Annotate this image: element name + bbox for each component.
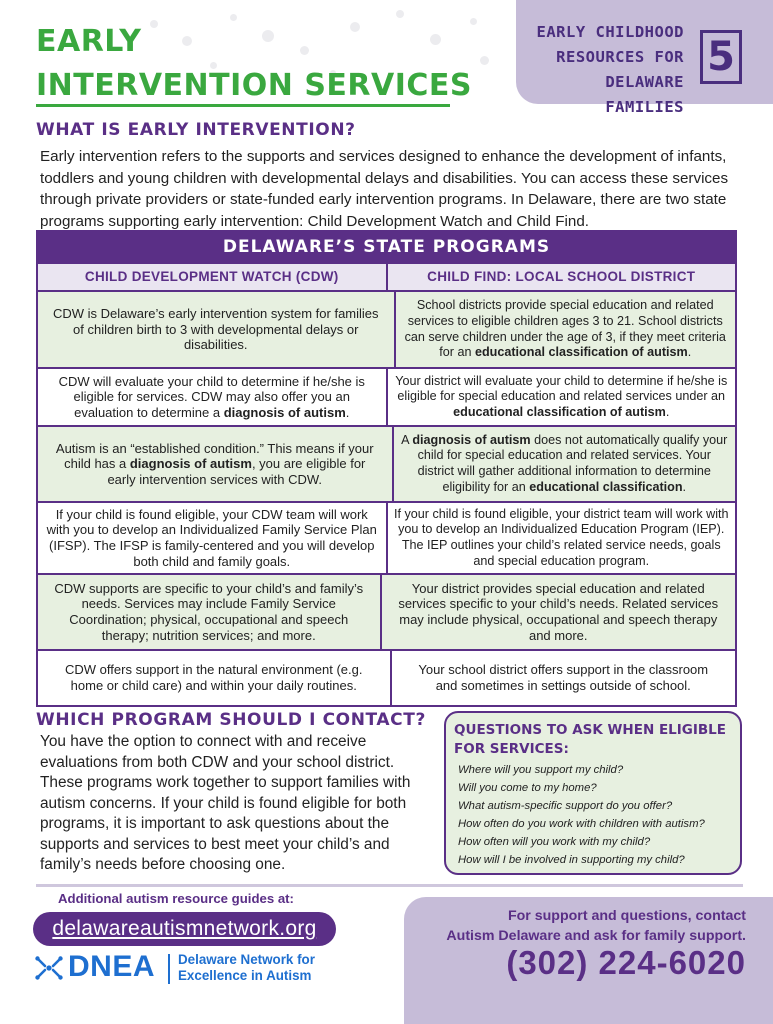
series-label-line1: EARLY CHILDHOOD [536, 23, 684, 41]
dnea-logo-icon [34, 956, 64, 980]
cdw-cell [38, 369, 386, 425]
series-label-line2: RESOURCES FOR [556, 48, 684, 66]
child-find-column-header: CHILD FIND: LOCAL SCHOOL DISTRICT [386, 264, 736, 290]
questions-title: QUESTIONS TO ASK WHEN ELIGIBLE FOR SERVICES: [454, 722, 727, 757]
questions-list [454, 761, 730, 869]
table-row [38, 501, 735, 573]
list-item: Will you come to my home? [458, 782, 597, 794]
table-row [38, 290, 735, 367]
table-row [38, 367, 735, 425]
programs-table-title: DELAWARE’S STATE PROGRAMS [38, 232, 735, 262]
cdw-cell-text: CDW supports are specific to your child’s and family’s needs. Services may include Family Service Coordination; physical, occupational and speech therapy; nutrition services; and more. [54, 580, 364, 643]
cdw-cell-text: CDW will evaluate your child to determine if he/she is eligible for services. CDW may also offer you an evaluation to determine a diagnosis of autism. [58, 373, 365, 420]
dnea-name-line1: Delaware Network for [178, 952, 315, 967]
programs-table [36, 230, 737, 707]
dnea-full-name [178, 952, 315, 983]
programs-table-header-row [38, 262, 735, 290]
child-find-cell [386, 369, 736, 425]
series-label-line3: DELAWARE FAMILIES [605, 73, 684, 116]
contact-line1: For support and questions, contact [507, 908, 746, 924]
table-row [38, 649, 735, 705]
child-find-cell-text: School districts provide special education and related services to eligible children ages 3 to 21. School districts can serve children under the age of 3, if they meet criteria for an educational classification of autism. [404, 298, 726, 360]
cdw-cell [38, 427, 392, 501]
child-find-cell-text: If your child is found eligible, your district team will work with you to develop an Individualized Education Program (IEP). The IEP outlines your child’s related service needs, goals and special education program. [393, 506, 729, 568]
table-row [38, 425, 735, 501]
child-find-cell-text: Your district provides special education and related services specific to your child’s needs. Related services may include physical, occupational and speech therapy and more. [398, 580, 719, 643]
phone-number[interactable]: (302) 224-6020 [506, 944, 746, 981]
what-is-body: Early intervention refers to the supports and services designed to enhance the development of infants, toddlers and young children with developmental delays and disabilities. You can access these services through private providers or state-funded early intervention programs. In Delaware, there are two state programs supporting early intervention: Child Development Watch and Child Find. [40, 148, 729, 230]
page-title-line2: INTERVENTION SERVICES [36, 68, 473, 103]
list-item: How will I be involved in supporting my child? [458, 854, 685, 866]
cdw-cell [38, 503, 386, 573]
questions-box [444, 711, 742, 875]
child-find-cell [392, 427, 736, 501]
cdw-cell-text: If your child is found eligible, your CDW team will work with you to develop an Individualized Family Service Plan (IFSP). The IFSP is family-centered and you will develop both child and family goals. [46, 506, 377, 569]
divider [36, 884, 743, 887]
list-item: Where will you support my child? [458, 764, 624, 776]
contact-text [412, 907, 746, 946]
child-find-cell [386, 503, 736, 573]
child-find-cell-text: A diagnosis of autism does not automatically qualify your child for special education and related services. Your district will gather additional information to determine eligibility for an educational classification. [401, 432, 728, 494]
contact-line2: Autism Delaware and ask for family support. [446, 927, 746, 944]
page-title [36, 20, 472, 108]
cdw-cell [38, 575, 380, 649]
child-find-cell-text: Your district will evaluate your child to determine if he/she is eligible for special education and related services under an educational classification of autism. [395, 373, 728, 419]
dnea-name-line2: Excellence in Autism [178, 967, 312, 983]
cdw-cell-text: CDW offers support in the natural environment (e.g. home or child care) and within your daily routines. [65, 662, 363, 693]
cdw-cell-text: CDW is Delaware’s early intervention system for families of children birth to 3 with developmental delays or disabilities. [52, 306, 379, 353]
cdw-cell [38, 651, 390, 705]
cdw-column-header: CHILD DEVELOPMENT WATCH (CDW) [84, 269, 339, 284]
list-item: How often do you work with children with autism? [458, 818, 705, 830]
child-find-cell [380, 575, 736, 649]
title-underline [36, 104, 450, 107]
dnea-wordmark: DNEA [68, 950, 156, 983]
list-item: What autism-specific support do you offer? [458, 800, 673, 812]
list-item: How often will you work with my child? [458, 836, 651, 848]
website-link[interactable]: delawareautismnetwork.org [33, 912, 336, 946]
table-row [38, 573, 735, 649]
cdw-cell-text: Autism is an “established condition.” This means if your child has a diagnosis of autism, you are eligible for early intervention services with CDW. [55, 440, 374, 487]
child-find-cell [390, 651, 736, 705]
which-program-heading: WHICH PROGRAM SHOULD I CONTACT? [36, 710, 426, 730]
cdw-cell [38, 292, 394, 367]
what-is-heading: WHAT IS EARLY INTERVENTION? [36, 120, 356, 140]
child-find-cell [394, 292, 736, 367]
series-label [528, 20, 684, 120]
dnea-divider [168, 954, 170, 984]
which-program-body: You have the option to connect with and receive evaluations from both CDW and your school district. These programs work together to support families with autism concerns. If your child is found eligible for both programs, it is important to ask questions about the supports and services to best meet your child’s and family’s needs before choosing one. [40, 733, 411, 873]
additional-resources-label: Additional autism resource guides at: [58, 891, 294, 906]
series-number: 5 [700, 30, 742, 84]
child-find-cell-text: Your school district offers support in the classroom and sometimes in settings outside of school. [418, 662, 709, 693]
page-title-line1: EARLY [36, 24, 142, 59]
